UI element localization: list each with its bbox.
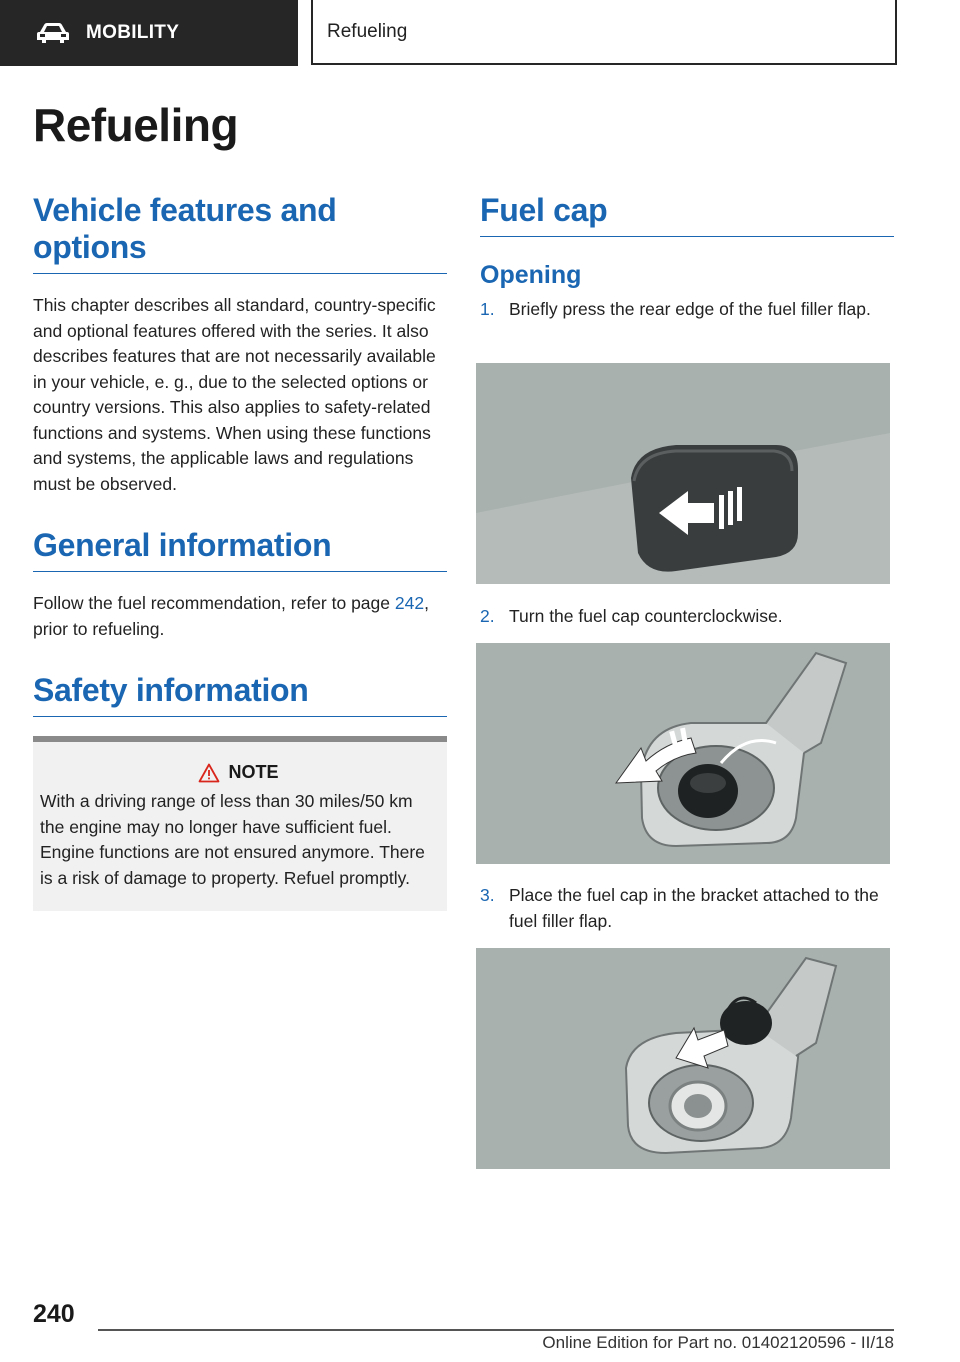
general-information-text-start: Follow the fuel recommendation, refer to page xyxy=(33,593,395,613)
step-text: Turn the fuel cap counterclockwise. xyxy=(509,606,783,626)
step-2 xyxy=(480,604,894,630)
page-number: 240 xyxy=(33,1300,75,1328)
fuel-cap-heading: Fuel cap xyxy=(480,192,894,237)
page-link[interactable]: 242 xyxy=(394,593,425,613)
step-number: 3. xyxy=(480,885,495,905)
step-text: Place the fuel cap in the bracket attached to the fuel filler flap. xyxy=(509,885,879,931)
right-column xyxy=(480,192,894,323)
step-number: 1. xyxy=(480,299,495,319)
note-header xyxy=(40,762,437,783)
step-1 xyxy=(480,297,894,323)
general-information-text-end: , prior to refueling. xyxy=(33,593,429,639)
chapter-header xyxy=(311,0,897,65)
general-information-heading: General information xyxy=(33,527,447,572)
step-text: Briefly press the rear edge of the fuel filler flap. xyxy=(509,299,871,319)
section-tab[interactable] xyxy=(0,0,298,66)
fuel-cap-turn-illustration xyxy=(476,643,890,864)
vehicle-features-text: This chapter describes all standard, country-specific and optional features offered with the series. It also describes features that are not necessarily available in your vehicle, e. g., due to the selected options or country versions. This also applies to safety-related functions and systems. When using these functions and systems, the applicable laws and regulations must be observed. xyxy=(33,295,436,494)
edition-note: Online Edition for Part no. 01402120596 - II/18 xyxy=(542,1333,894,1352)
opening-subheading: Opening xyxy=(480,261,582,289)
safety-information-heading: Safety information xyxy=(33,672,447,717)
warning-icon xyxy=(198,763,220,783)
note-label: NOTE xyxy=(228,762,279,782)
fuel-flap-illustration xyxy=(476,363,890,584)
car-icon xyxy=(36,21,70,45)
step-number: 2. xyxy=(480,606,495,626)
general-information-text xyxy=(33,591,447,642)
footer-divider xyxy=(98,1329,894,1331)
note-text: With a driving range of less than 30 miles/50 km the engine may no longer have sufficient fuel. Engine functions are not ensured anymore. There is a risk of damage to property. Refuel promptly. xyxy=(40,791,425,888)
step-3 xyxy=(480,883,894,934)
page-title: Refueling xyxy=(33,99,239,151)
chapter-label: Refueling xyxy=(327,20,408,42)
vehicle-features-heading: Vehicle features and options xyxy=(33,192,447,274)
section-label: MOBILITY xyxy=(86,22,180,43)
note-box xyxy=(33,736,447,911)
fuel-cap-bracket-illustration xyxy=(476,948,890,1169)
left-column xyxy=(33,192,447,911)
